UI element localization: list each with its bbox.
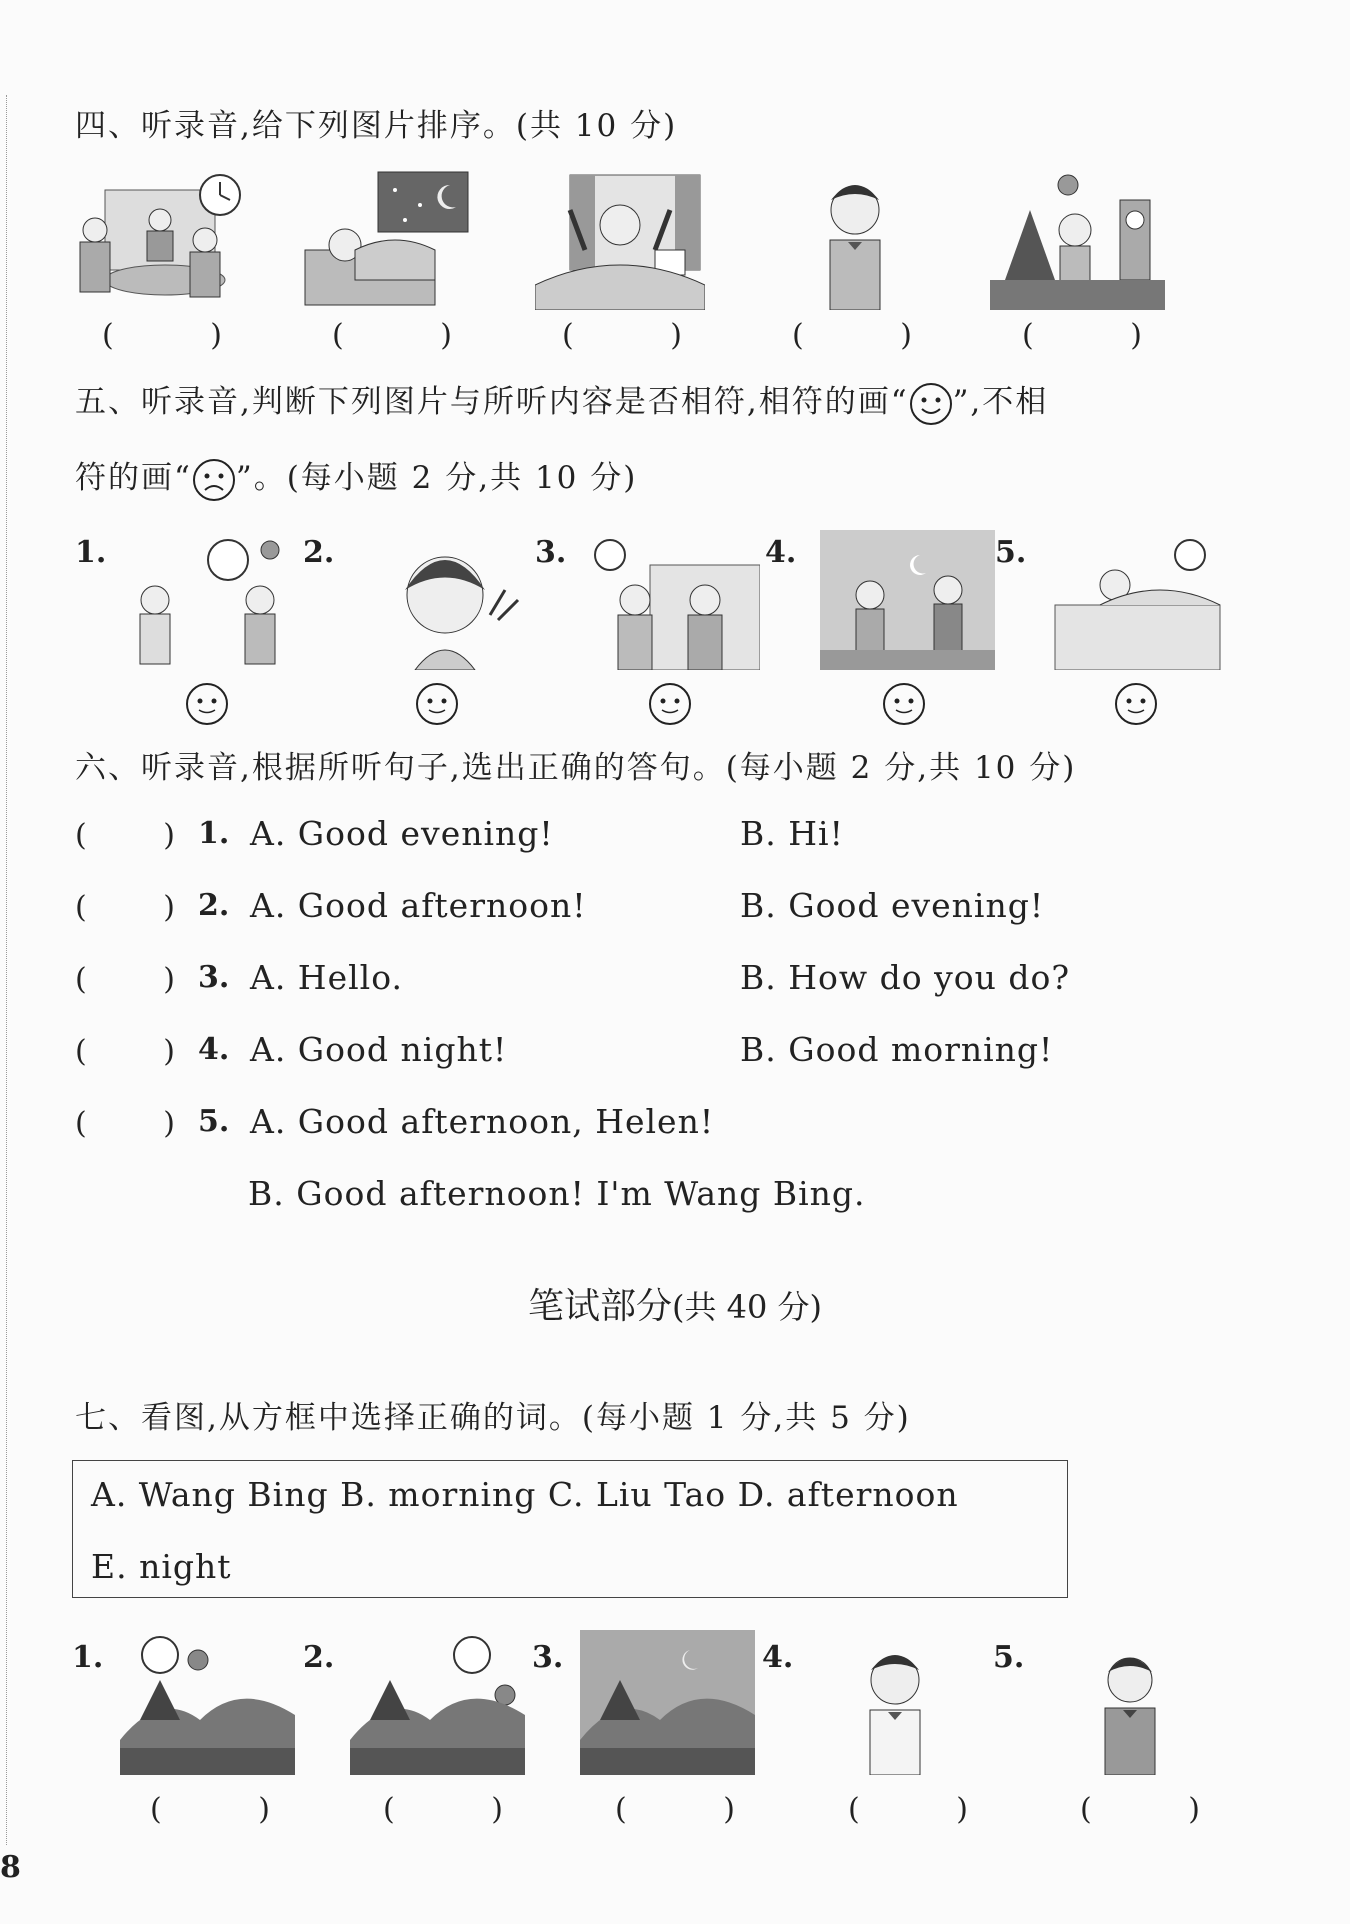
word-choices-line2: E. night bbox=[91, 1547, 232, 1586]
item-number: 1. bbox=[72, 1640, 104, 1675]
answer-parens[interactable]: ( ) bbox=[75, 818, 175, 853]
girl-waving-picture bbox=[380, 535, 530, 670]
option-a: A. Good afternoon, Helen! bbox=[250, 1102, 715, 1141]
two-kids-at-gate-picture bbox=[590, 535, 760, 670]
smiley-face-answer-icon[interactable] bbox=[648, 682, 692, 726]
item-number: 5. bbox=[995, 535, 1027, 570]
smiley-face-icon bbox=[909, 382, 953, 426]
girl-waking-up-picture bbox=[535, 170, 705, 310]
section-5-title-line2: 符的画“ ”。(每小题 2 分,共 10 分) bbox=[75, 452, 637, 502]
question-number: 4. bbox=[198, 1032, 230, 1067]
smiley-face-answer-icon[interactable] bbox=[415, 682, 459, 726]
answer-parens[interactable]: ( ) bbox=[562, 318, 682, 353]
item-number: 3. bbox=[532, 1640, 564, 1675]
section-5-title-line1: 五、听录音,判断下列图片与所听内容是否相符,相符的画“ ”,不相 bbox=[75, 376, 1048, 426]
word-choices-line1: A. Wang Bing B. morning C. Liu Tao D. afternoon bbox=[91, 1475, 959, 1514]
option-a: A. Good evening! bbox=[250, 814, 554, 853]
option-b: B. Good afternoon! I'm Wang Bing. bbox=[248, 1174, 866, 1213]
boy-standing-picture bbox=[815, 170, 895, 310]
item-number: 1. bbox=[75, 535, 107, 570]
option-a: A. Good night! bbox=[250, 1030, 508, 1069]
sad-face-icon bbox=[192, 458, 236, 502]
option-b: B. Good evening! bbox=[740, 886, 1045, 925]
smiley-face-answer-icon[interactable] bbox=[1114, 682, 1158, 726]
section-6-title: 六、听录音,根据所听句子,选出正确的答句。(每小题 2 分,共 10 分) bbox=[75, 750, 1077, 786]
answer-parens[interactable]: ( ) bbox=[792, 318, 912, 353]
answer-parens[interactable]: ( ) bbox=[102, 318, 222, 353]
answer-parens[interactable]: ( ) bbox=[75, 962, 175, 997]
item-number: 3. bbox=[535, 535, 567, 570]
question-number: 1. bbox=[198, 816, 230, 851]
section-4-title: 四、听录音,给下列图片排序。(共 10 分) bbox=[75, 108, 678, 144]
smiley-face-answer-icon[interactable] bbox=[882, 682, 926, 726]
item-number: 5. bbox=[993, 1640, 1025, 1675]
girl-park-sun-picture bbox=[990, 170, 1165, 310]
boy-liu-tao-picture bbox=[1090, 1640, 1170, 1775]
item-number: 4. bbox=[765, 535, 797, 570]
answer-parens[interactable]: ( ) bbox=[150, 1792, 270, 1827]
kids-night-walk-picture bbox=[820, 530, 995, 670]
written-part-heading: 笔试部分(共 40 分) bbox=[527, 1286, 823, 1327]
landscape-morning-clock-sun-picture bbox=[120, 1630, 295, 1775]
answer-parens[interactable]: ( ) bbox=[75, 1034, 175, 1069]
option-b: B. How do you do? bbox=[740, 958, 1071, 997]
section-7-title: 七、看图,从方框中选择正确的词。(每小题 1 分,共 5 分) bbox=[75, 1400, 911, 1436]
landscape-afternoon-clock-sun-picture bbox=[350, 1630, 525, 1775]
word-choice-box bbox=[72, 1460, 1068, 1598]
question-number: 5. bbox=[198, 1104, 230, 1139]
answer-parens[interactable]: ( ) bbox=[332, 318, 452, 353]
family-dinner-clock-picture bbox=[75, 170, 245, 310]
landscape-night-moon-picture bbox=[580, 1630, 755, 1775]
item-number: 4. bbox=[762, 1640, 794, 1675]
left-margin-line bbox=[6, 95, 7, 1845]
answer-parens[interactable]: ( ) bbox=[615, 1792, 735, 1827]
question-number: 3. bbox=[198, 960, 230, 995]
smiley-face-answer-icon[interactable] bbox=[185, 682, 229, 726]
option-a: A. Good afternoon! bbox=[250, 886, 587, 925]
item-number: 2. bbox=[303, 535, 335, 570]
page-number: 8 bbox=[0, 1850, 21, 1885]
answer-parens[interactable]: ( ) bbox=[1080, 1792, 1200, 1827]
answer-parens[interactable]: ( ) bbox=[848, 1792, 968, 1827]
girl-in-bed-picture bbox=[1050, 535, 1225, 670]
boy-sleeping-night-picture bbox=[300, 170, 470, 310]
answer-parens[interactable]: ( ) bbox=[75, 890, 175, 925]
option-b: B. Hi! bbox=[740, 814, 844, 853]
option-b: B. Good morning! bbox=[740, 1030, 1054, 1069]
boy-wang-bing-picture bbox=[855, 1640, 935, 1775]
answer-parens[interactable]: ( ) bbox=[1022, 318, 1142, 353]
question-number: 2. bbox=[198, 888, 230, 923]
answer-parens[interactable]: ( ) bbox=[75, 1106, 175, 1141]
boy-girl-greeting-picture bbox=[130, 535, 290, 670]
answer-parens[interactable]: ( ) bbox=[383, 1792, 503, 1827]
item-number: 2. bbox=[303, 1640, 335, 1675]
option-a: A. Hello. bbox=[250, 958, 404, 997]
